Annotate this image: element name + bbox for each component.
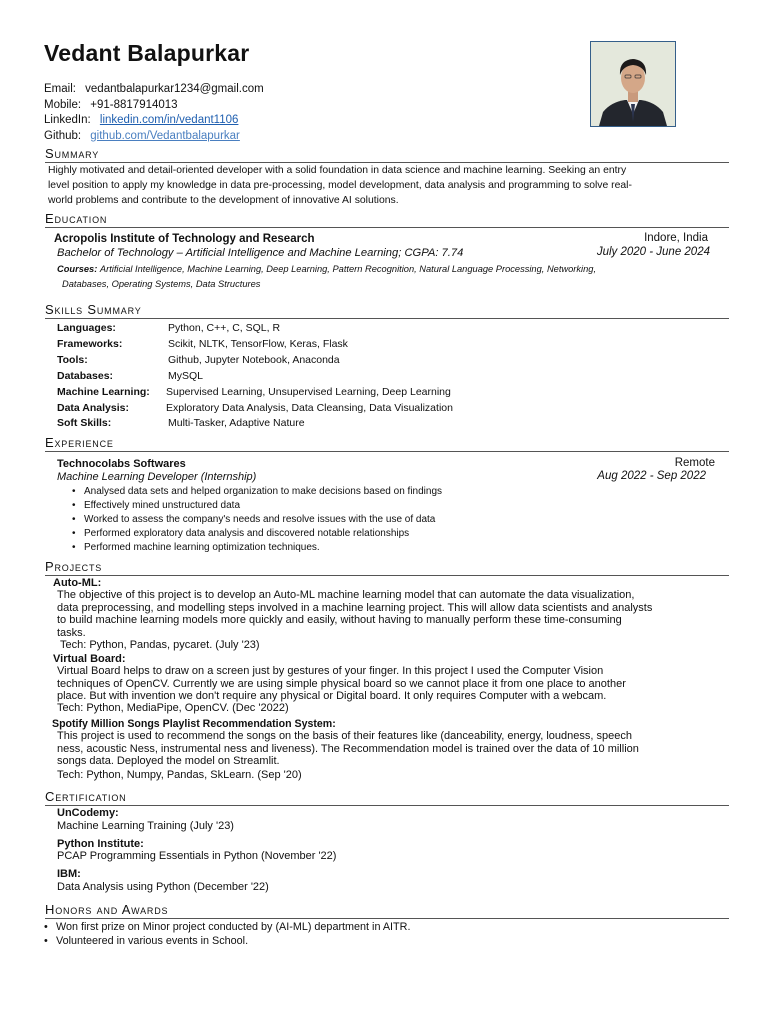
education-institute: Acropolis Institute of Technology and Research [54, 233, 315, 245]
mobile-label: Mobile: [44, 98, 82, 111]
project-line: This project is used to recommend the songs on the basis of their features like (danceability, energy, loudness, speech [57, 730, 632, 742]
education-courses-line-1 [57, 262, 596, 276]
project-line: ness, acoustic Ness, instrumental ness and liveness). The Recommendation model is trained over the data of 10 million [57, 742, 639, 755]
cert-name: PCAP Programming Essentials in Python (November '22) [57, 850, 337, 862]
experience-role: Machine Learning Developer (Internship) [57, 471, 257, 483]
project-title: Virtual Board: [53, 653, 126, 665]
skill-label: Languages: [57, 322, 116, 334]
skill-label: Machine Learning: [57, 386, 150, 398]
linkedin-link[interactable]: linkedin.com/in/vedant1106 [99, 114, 239, 126]
project-tech: Tech: Python, MediaPipe, OpenCV. (Dec '2022) [57, 702, 289, 714]
cert-issuer: UnCodemy: [57, 807, 119, 819]
skill-value: Supervised Learning, Unsupervised Learning, Deep Learning [166, 386, 451, 398]
project-line: tasks. [57, 626, 86, 639]
certification-heading: Certification [45, 789, 729, 806]
experience-heading: Experience [45, 435, 729, 452]
skill-label: Soft Skills: [57, 417, 112, 429]
github-row [44, 129, 264, 145]
list-item: • Analysed data sets and helped organization to make decisions based on findings [72, 485, 442, 499]
experience-dates: Aug 2022 - Sep 2022 [597, 470, 706, 482]
project-description [57, 730, 639, 768]
project-line: techniques of OpenCV. Currently we are using simple physical board so we cannot place it from one place to another [57, 677, 626, 690]
project-title: Auto-ML: [53, 577, 102, 589]
cert-name: Machine Learning Training (July '23) [57, 820, 234, 832]
project-line: to build machine learning models more quickly and easily, without having to manually perform these time-consuming [57, 614, 622, 626]
project-description [57, 665, 626, 703]
github-label: Github: [44, 129, 82, 142]
profile-photo [590, 41, 676, 127]
list-item: • Performed machine learning optimization techniques. [72, 541, 442, 555]
skills-heading: Skills Summary [45, 302, 729, 319]
cert-issuer: Python Institute: [57, 838, 144, 850]
courses-label: Courses: [57, 264, 98, 274]
skill-value: Github, Jupyter Notebook, Anaconda [168, 354, 340, 366]
education-location: Indore, India [644, 232, 708, 244]
project-description [57, 589, 652, 639]
list-item: • Volunteered in various events in School. [44, 934, 410, 948]
github-link[interactable]: github.com/Vedantbalapurkar [90, 129, 240, 142]
email-row [44, 82, 264, 98]
profile-photo-illustration [591, 42, 675, 126]
contact-block [44, 82, 264, 144]
project-tech: Tech: Python, Pandas, pycaret. (July '23) [60, 639, 260, 651]
candidate-name: Vedant Balapurkar [44, 40, 250, 66]
skill-label: Tools: [57, 354, 88, 366]
project-line: songs data. Deployed the model on Streamlit. [57, 755, 280, 767]
linkedin-label: LinkedIn: [44, 114, 91, 126]
education-dates: July 2020 - June 2024 [596, 246, 710, 258]
project-line: data preprocessing, and modelling steps involved in a machine learning project. This will allow data scientists and analysts [57, 601, 653, 614]
skill-value: Exploratory Data Analysis, Data Cleansing, Data Visualization [166, 402, 453, 414]
cert-name: Data Analysis using Python (December '22) [57, 881, 269, 893]
project-line: Virtual Board helps to draw on a screen just by gestures of your finger. In this project I used the Computer Vision [57, 665, 604, 677]
skill-label: Frameworks: [57, 338, 123, 350]
list-item: • Worked to assess the company's needs and resolve issues with the use of data [72, 513, 442, 527]
list-item: • Effectively mined unstructured data [72, 499, 442, 513]
education-heading: Education [45, 211, 729, 228]
summary-heading: Summary [45, 146, 729, 163]
skill-value: Multi-Tasker, Adaptive Nature [168, 417, 305, 429]
skill-label: Data Analysis: [57, 402, 129, 414]
experience-location: Remote [674, 457, 715, 469]
skill-value: Python, C++, C, SQL, R [168, 322, 281, 334]
honors-list [44, 920, 410, 948]
linkedin-row [44, 113, 264, 129]
summary-line-3: world problems and contribute to the development of innovative AI solutions. [48, 195, 399, 206]
experience-company: Technocolabs Softwares [57, 458, 186, 470]
education-courses-line-2: Databases, Operating Systems, Data Structures [62, 279, 261, 289]
project-tech: Tech: Python, Numpy, Pandas, SkLearn. (Sep '20) [57, 769, 302, 781]
skill-value: Scikit, NLTK, TensorFlow, Keras, Flask [168, 338, 348, 350]
project-line: place. But with invention we don't require any physical or Digital board. It only requires Computer with a webcam. [57, 690, 607, 702]
courses-text-1: Artificial Intelligence, Machine Learning, Deep Learning, Pattern Recognition, Natural Language Processing, Networking, [99, 264, 597, 274]
mobile-row [44, 98, 264, 114]
list-item: • Won first prize on Minor project conducted by (AI-ML) department in AITR. [44, 920, 410, 934]
email-label: Email: [44, 83, 76, 95]
email-value: vedantbalapurkar1234@gmail.com [85, 83, 264, 95]
cert-issuer: IBM: [57, 868, 81, 880]
honors-heading: Honors and Awards [45, 902, 729, 919]
projects-heading: Projects [45, 559, 729, 576]
summary-line-2: level position to apply my knowledge in data pre-processing, model development, data analysis and programming to solve real- [48, 180, 632, 191]
skill-value: MySQL [168, 370, 204, 382]
experience-bullets [72, 485, 442, 555]
summary-line-1: Highly motivated and detail-oriented developer with a solid foundation in data science and machine learning. Seeking an entry [48, 165, 627, 176]
education-degree: Bachelor of Technology – Artificial Intelligence and Machine Learning; CGPA: 7.74 [57, 247, 464, 259]
project-title: Spotify Million Songs Playlist Recommendation System: [52, 718, 336, 730]
mobile-value: +91-8817914013 [90, 98, 178, 111]
list-item: • Performed exploratory data analysis and discovered notable relationships [72, 527, 442, 541]
skill-label: Databases: [57, 370, 114, 382]
project-line: The objective of this project is to develop an Auto-ML machine learning model that can automate the data visualization, [57, 589, 635, 601]
